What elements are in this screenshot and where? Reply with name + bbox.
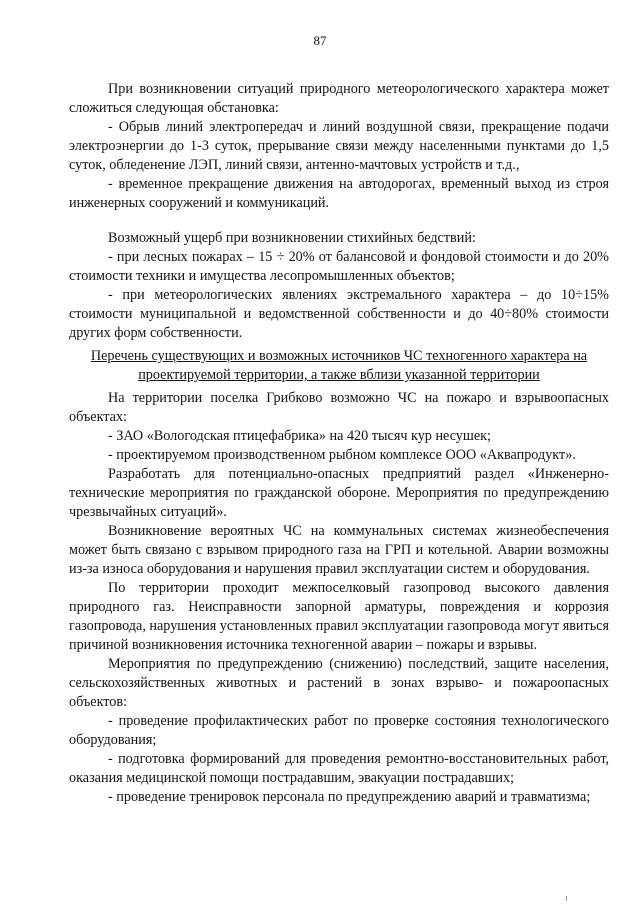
paragraph: На территории поселка Грибково возможно ЧС на пожаро и взрывоопасных объектах: xyxy=(69,390,609,425)
spacer xyxy=(69,213,609,229)
paragraph: - при лесных пожарах – 15 ÷ 20% от балансовой и фондовой стоимости и до 20% стоимости техники и имущества лесопромышленных объектов; xyxy=(69,249,609,284)
paragraph: - проектируемом производственном рыбном комплексе ООО «Аквапродукт». xyxy=(108,447,576,463)
paragraph: - Обрыв линий электропередач и линий воздушной связи, прекращение подачи электроэнергии до 1-3 суток, прерывание связи между населенными пунктами до 1,5 суток, обледенение ЛЭП, линий связи, антенно-мачтовых устройств и т.д., xyxy=(69,119,609,173)
paragraph: - временное прекращение движения на автодорогах, временный выход из строя инженерных сооружений и коммуникаций. xyxy=(69,176,609,211)
section-heading: Перечень существующих и возможных источников ЧС техногенного характера на проектируемой территории, а также вблизи указанной территории xyxy=(90,348,588,383)
paragraph: - проведение тренировок персонала по предупреждению аварий и травматизма; xyxy=(108,789,591,805)
paragraph: - ЗАО «Вологодская птицефабрика» на 420 тысяч кур несушек; xyxy=(108,428,491,444)
paragraph: - подготовка формирований для проведения ремонтно-восстановительных работ, оказания медицинской помощи пострадавшим, эвакуации пострадавших; xyxy=(69,751,609,786)
paragraph: Мероприятия по предупреждению (снижению) последствий, защите населения, сельскохозяйственных животных и растений в зонах взрыво- и пожароопасных объектов: xyxy=(69,656,609,710)
paragraph: Возможный ущерб при возникновении стихийных бедствий: xyxy=(108,230,476,246)
scan-mark xyxy=(566,896,567,901)
paragraph: По территории проходит межпоселковый газопровод высокого давления природного газ. Неисправности запорной арматуры, повреждения и коррозия газопровода, нарушения установленных правил эксплуатации газопровода могут явиться причиной возникновения источника техногенной аварии – пожары и взрывы. xyxy=(69,580,610,653)
document-body xyxy=(69,80,609,807)
paragraph: Разработать для потенциально-опасных предприятий раздел «Инженерно-технические мероприятия по гражданской обороне. Мероприятия по предупреждению чрезвычайных ситуаций». xyxy=(69,466,609,520)
paragraph: При возникновении ситуаций природного метеорологического характера может сложиться следующая обстановка: xyxy=(69,81,609,116)
paragraph: - при метеорологических явлениях экстремального характера – до 10÷15% стоимости муниципальной и ведомственной собственности и до 40÷80% стоимости других форм собственности. xyxy=(69,287,609,341)
paragraph: Возникновение вероятных ЧС на коммунальных системах жизнеобеспечения может быть связано с взрывом природного газа на ГРП и котельной. Аварии возможны из-за износа оборудования и нарушения правил эксплуатации систем и оборудования. xyxy=(69,523,609,577)
paragraph: - проведение профилактических работ по проверке состояния технологического оборудования; xyxy=(69,713,609,748)
page-number: 87 xyxy=(313,33,327,48)
